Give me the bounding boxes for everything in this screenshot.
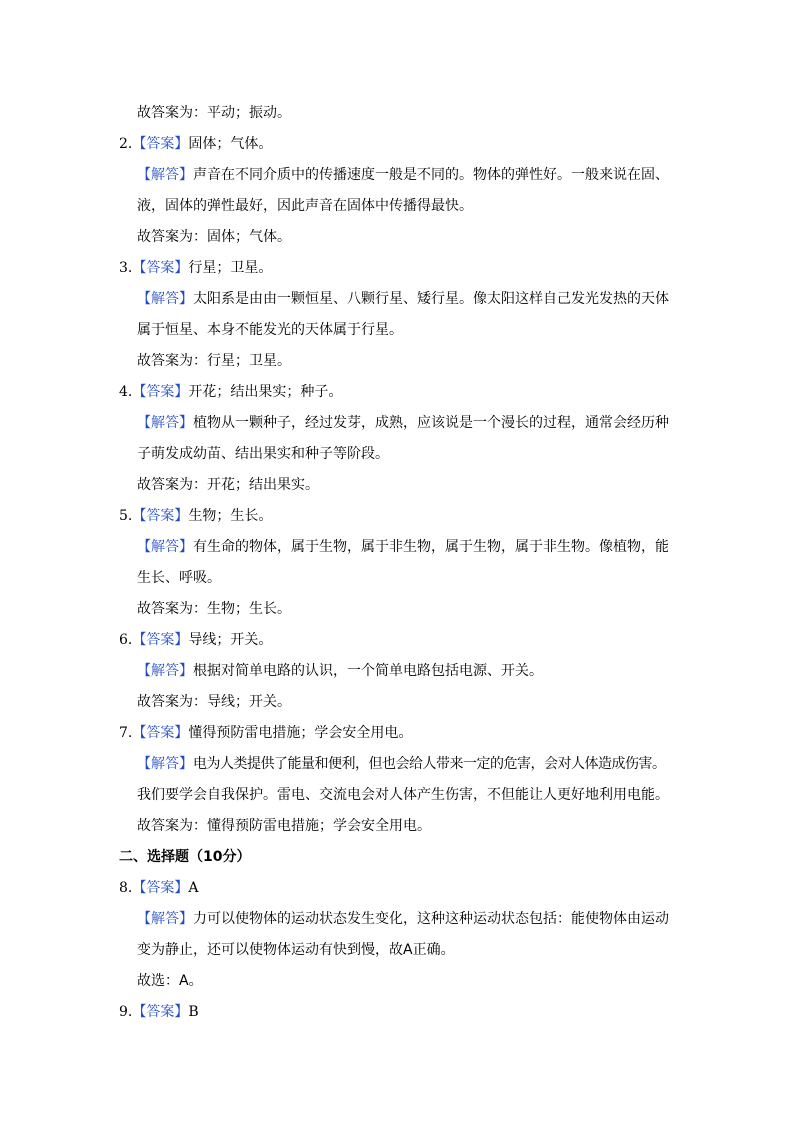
question-number: 7.: [119, 725, 133, 741]
section-title: 二、选择题（10分）: [119, 849, 251, 865]
question-6-answer: [119, 631, 272, 649]
question-number: 5.: [119, 508, 133, 524]
question-5-answer: [119, 507, 272, 525]
question-6-analysis: [137, 662, 543, 680]
answer-text: 生物；生长。: [188, 508, 273, 524]
analysis-text: 根据对简单电路的认识，一个简单电路包括电源、开关。: [193, 663, 543, 679]
answer-tag: 【答案】: [132, 384, 189, 400]
answer-text: 导线；开关。: [188, 632, 273, 648]
question-8-final: 故选：A。: [137, 973, 203, 989]
analysis-text: 声音在不同介质中的传播速度一般是不同的。物体的弹性好。一般来说在固、: [193, 167, 669, 183]
answer-tag: 【答案】: [132, 1004, 189, 1020]
answer-tag: 【答案】: [132, 880, 189, 896]
question-5-analysis-cont: 生长、呼吸。: [137, 570, 221, 586]
answer-text: 行星；卫星。: [188, 260, 273, 276]
question-2-answer: [119, 135, 272, 153]
question-7-final: 故答案为：懂得预防雷电措施；学会安全用电。: [137, 818, 431, 834]
answer-tag: 【答案】: [132, 632, 189, 648]
question-5-analysis: [137, 538, 669, 556]
question-8-analysis: [137, 910, 669, 928]
question-7-answer: [119, 724, 412, 742]
answer-text: B: [188, 1004, 199, 1020]
question-7-analysis-cont: 我们要学会自我保护。雷电、交流电会对人体产生伤害，不但能让人更好地利用电能。: [137, 787, 669, 803]
question-5-final: 故答案为：生物；生长。: [137, 601, 291, 617]
question-4-final: 故答案为：开花；结出果实。: [137, 477, 319, 493]
question-number: 2.: [119, 136, 133, 152]
analysis-tag: 【解答】: [137, 167, 193, 183]
question-8-analysis-cont: 变为静止，还可以使物体运动有快到慢，故A正确。: [137, 942, 455, 958]
question-2-final: 故答案为：固体；气体。: [137, 229, 291, 245]
answer-tag: 【答案】: [132, 508, 189, 524]
analysis-text: 太阳系是由由一颗恒星、八颗行星、矮行星。像太阳这样自己发光发热的天体: [193, 291, 669, 307]
question-3-final: 故答案为：行星；卫星。: [137, 353, 291, 369]
analysis-text: 植物从一颗种子，经过发芽，成熟，应该说是一个漫长的过程，通常会经历种: [193, 415, 669, 431]
question-7-analysis: [137, 755, 666, 773]
analysis-tag: 【解答】: [137, 291, 193, 307]
question-number: 3.: [119, 260, 133, 276]
question-number: 9.: [119, 1004, 133, 1020]
question-2-analysis: [137, 166, 669, 184]
question-3-analysis-cont: 属于恒星、本身不能发光的天体属于行星。: [137, 322, 403, 338]
analysis-tag: 【解答】: [137, 911, 193, 927]
question-6-final: 故答案为：导线；开关。: [137, 694, 291, 710]
answer-text: A: [188, 880, 199, 896]
question-4-answer: [119, 383, 342, 401]
question-2-analysis-cont: 液，固体的弹性最好，因此声音在固体中传播得最快。: [137, 198, 473, 214]
answer-tag: 【答案】: [132, 725, 189, 741]
question-4-analysis-cont: 子萌发成幼苗、结出果实和种子等阶段。: [137, 446, 389, 462]
question-number: 6.: [119, 632, 133, 648]
answer-tag: 【答案】: [132, 136, 189, 152]
question-3-analysis: [137, 290, 669, 308]
analysis-text: 力可以使物体的运动状态发生变化，这种这种运动状态包括：能使物体由运动: [193, 911, 669, 927]
analysis-tag: 【解答】: [137, 756, 193, 772]
analysis-tag: 【解答】: [137, 539, 193, 555]
analysis-tag: 【解答】: [137, 663, 193, 679]
analysis-text: 有生命的物体，属于生物，属于非生物，属于生物，属于非生物。像植物，能: [193, 539, 669, 555]
answer-text: 懂得预防雷电措施；学会安全用电。: [188, 725, 413, 741]
question-9-answer: [119, 1003, 199, 1021]
question-number: 4.: [119, 384, 133, 400]
answer-summary-1: 故答案为：平动；振动。: [137, 105, 291, 121]
question-8-answer: [119, 879, 198, 897]
question-4-analysis: [137, 414, 669, 432]
analysis-text: 电为人类提供了能量和便利，但也会给人带来一定的危害，会对人体造成伤害。: [193, 756, 666, 772]
analysis-tag: 【解答】: [137, 415, 193, 431]
question-number: 8.: [119, 880, 133, 896]
answer-tag: 【答案】: [132, 260, 189, 276]
question-3-answer: [119, 259, 272, 277]
answer-text: 开花；结出果实；种子。: [188, 384, 343, 400]
answer-text: 固体；气体。: [188, 136, 273, 152]
